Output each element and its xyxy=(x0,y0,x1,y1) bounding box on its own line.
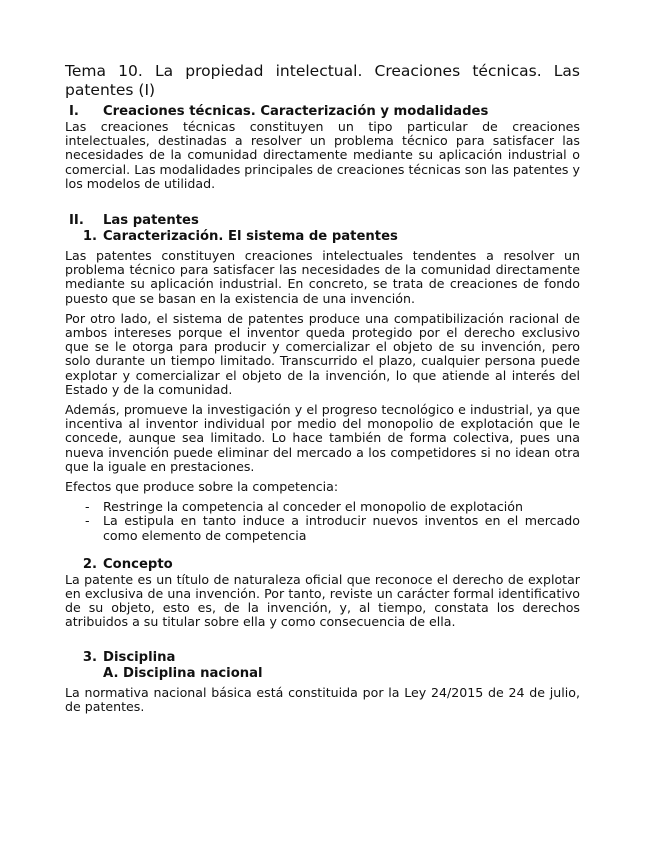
list-item-text: Restringe la competencia al conceder el monopolio de explotación xyxy=(103,499,523,515)
bullet-mark: - xyxy=(85,499,90,515)
subsection-heading-concepto xyxy=(65,557,580,573)
list-item-text: La estipula en tanto induce a introducir nuevos inventos en el mercado como elemento de competencia xyxy=(103,513,580,543)
subsection-number: 3. xyxy=(82,649,97,665)
bullet-mark: - xyxy=(85,513,90,529)
list-item xyxy=(65,514,580,542)
subsection-heading-disciplina xyxy=(65,650,580,666)
list-item xyxy=(65,500,580,514)
subsection-title: Disciplina xyxy=(103,649,176,665)
subsection-heading-caracterizacion xyxy=(65,229,580,245)
section-number: II. xyxy=(69,213,84,229)
section-heading-patentes xyxy=(65,213,580,229)
subsection-title: Caracterización. El sistema de patentes xyxy=(103,229,398,245)
paragraph: La patente es un título de naturaleza oficial que reconoce el derecho de explotar en exclusiva de una invención. Por tanto, reviste un carácter formal identificativo de su objeto, esto es, de la invención, y, al tiempo, constata los derechos atribuidos a su titular sobre ella y como consecuencia de ella. xyxy=(65,571,580,630)
paragraph: Además, promueve la investigación y el progreso tecnológico e industrial, ya que incentiva al inventor individual por medio del monopolio de explotación que le concede, aunque sea limitado. Lo hace también de forma colectiva, pues una nueva invención puede eliminar del mercado a los competidores si no idean otra que la iguale en prestaciones. xyxy=(65,402,580,474)
paragraph: La normativa nacional básica está constituida por la Ley 24/2015 de 24 de julio, de patentes. xyxy=(65,684,580,714)
paragraph: Las creaciones técnicas constituyen un tipo particular de creaciones intelectuales, destinadas a resolver un problema técnico para satisfacer las necesidades de la comunidad directamente mediante su aplicación industrial o comercial. Las modalidades principales de creaciones técnicas son las patentes y los modelos de utilidad. xyxy=(65,119,580,191)
document-title: Tema 10. La propiedad intelectual. Creaciones técnicas. Las patentes (I) xyxy=(65,62,580,99)
document-page xyxy=(65,62,580,714)
effects-list xyxy=(65,500,580,543)
subsection-number: 1. xyxy=(82,229,97,245)
section-number: I. xyxy=(69,104,79,119)
section-title: Las patentes xyxy=(103,213,199,229)
paragraph: Las patentes constituyen creaciones intelectuales tendentes a resolver un problema técnico para satisfacer las necesidades de la comunidad directamente mediante su aplicación industrial. En concreto, se trata de creaciones de fondo puesto que se basan en la existencia de una invención. xyxy=(65,248,580,306)
paragraph: Por otro lado, el sistema de patentes produce una compatibilización racional de ambos intereses porque el inventor queda protegido por el derecho exclusivo que se le otorga para producir y comercializar el objeto de su invención, pero solo durante un tiempo limitado. Transcurrido el plazo, cualquier persona puede explotar y comercializar el objeto de la invención, lo que atiende al interés del Estado y de la comunidad. xyxy=(65,310,580,397)
section-heading-creaciones xyxy=(65,104,580,120)
subsubsection-heading: A. Disciplina nacional xyxy=(103,665,263,681)
subsection-title: Concepto xyxy=(103,556,173,572)
paragraph: Efectos que produce sobre la competencia: xyxy=(65,479,339,495)
subsection-number: 2. xyxy=(82,556,97,572)
section-title: Creaciones técnicas. Caracterización y modalidades xyxy=(103,104,489,119)
